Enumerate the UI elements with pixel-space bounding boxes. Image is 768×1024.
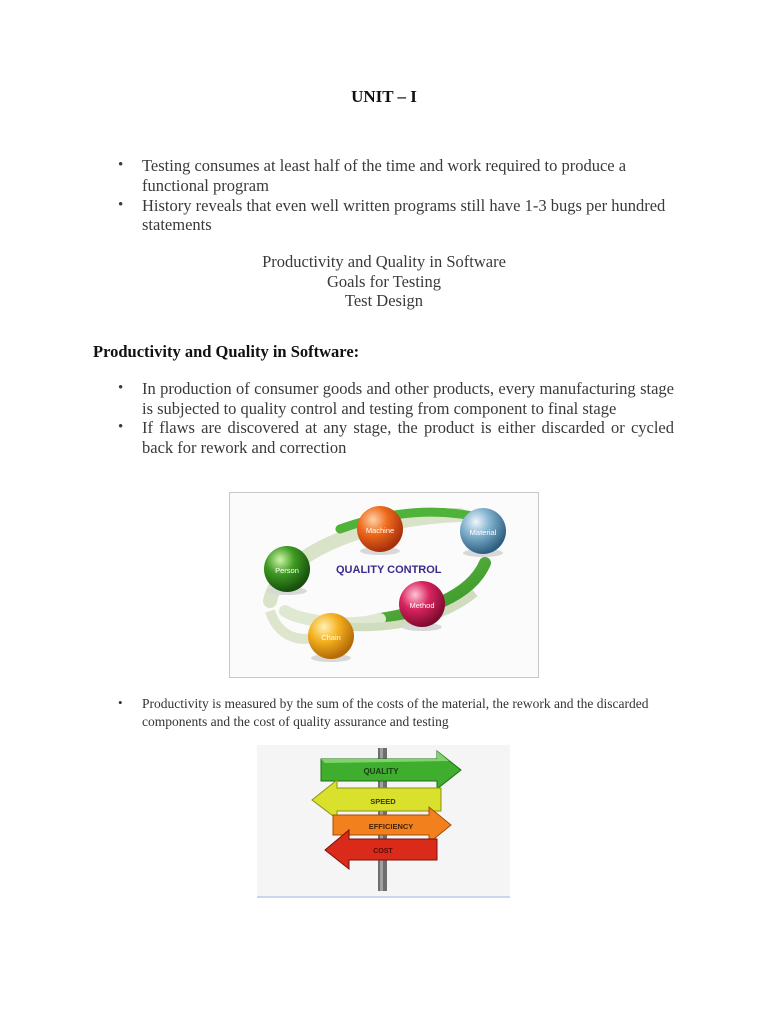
quality-control-diagram [230, 493, 538, 677]
topic-list [0, 252, 768, 311]
signpost-figure [257, 745, 510, 898]
topic-item: Productivity and Quality in Software [262, 252, 506, 271]
section-bullet-list [96, 379, 674, 457]
list-item: • If flaws are discovered at any stage, the product is either discarded or cycled back for rework and correction [96, 418, 674, 457]
sign-label: EFFICIENCY [368, 822, 414, 831]
quality-control-figure [229, 492, 539, 678]
topic-item: Test Design [344, 291, 424, 311]
list-item: • History reveals that even well written programs still have 1-3 bugs per hundred statements [96, 196, 686, 235]
node-label: Method [409, 601, 435, 610]
node-label: Material [469, 528, 497, 537]
topic-item: Goals for Testing [326, 271, 442, 291]
sign-label: QUALITY [363, 767, 399, 776]
list-item: • Testing consumes at least half of the time and work required to produce a functional program [96, 156, 686, 195]
node-label: Machine [365, 526, 395, 535]
node-label: Chain [321, 633, 341, 642]
list-item: • Productivity is measured by the sum of the costs of the material, the rework and the discarded components and the cost of quality assurance and testing [96, 695, 674, 730]
note-bullet-list [96, 695, 674, 730]
sign-label: SPEED [370, 797, 396, 806]
signpost-diagram [257, 745, 510, 896]
list-item: • In production of consumer goods and other products, every manufacturing stage is subjected to quality control and testing from component to final stage [96, 379, 674, 418]
diagram-center-label: QUALITY CONTROL [336, 564, 442, 576]
section-heading: Productivity and Quality in Software: [93, 342, 360, 361]
intro-bullet-list [96, 156, 686, 235]
sign-label: COST [373, 848, 393, 855]
page-title: UNIT – I [351, 87, 417, 106]
node-label: Person [275, 566, 299, 575]
